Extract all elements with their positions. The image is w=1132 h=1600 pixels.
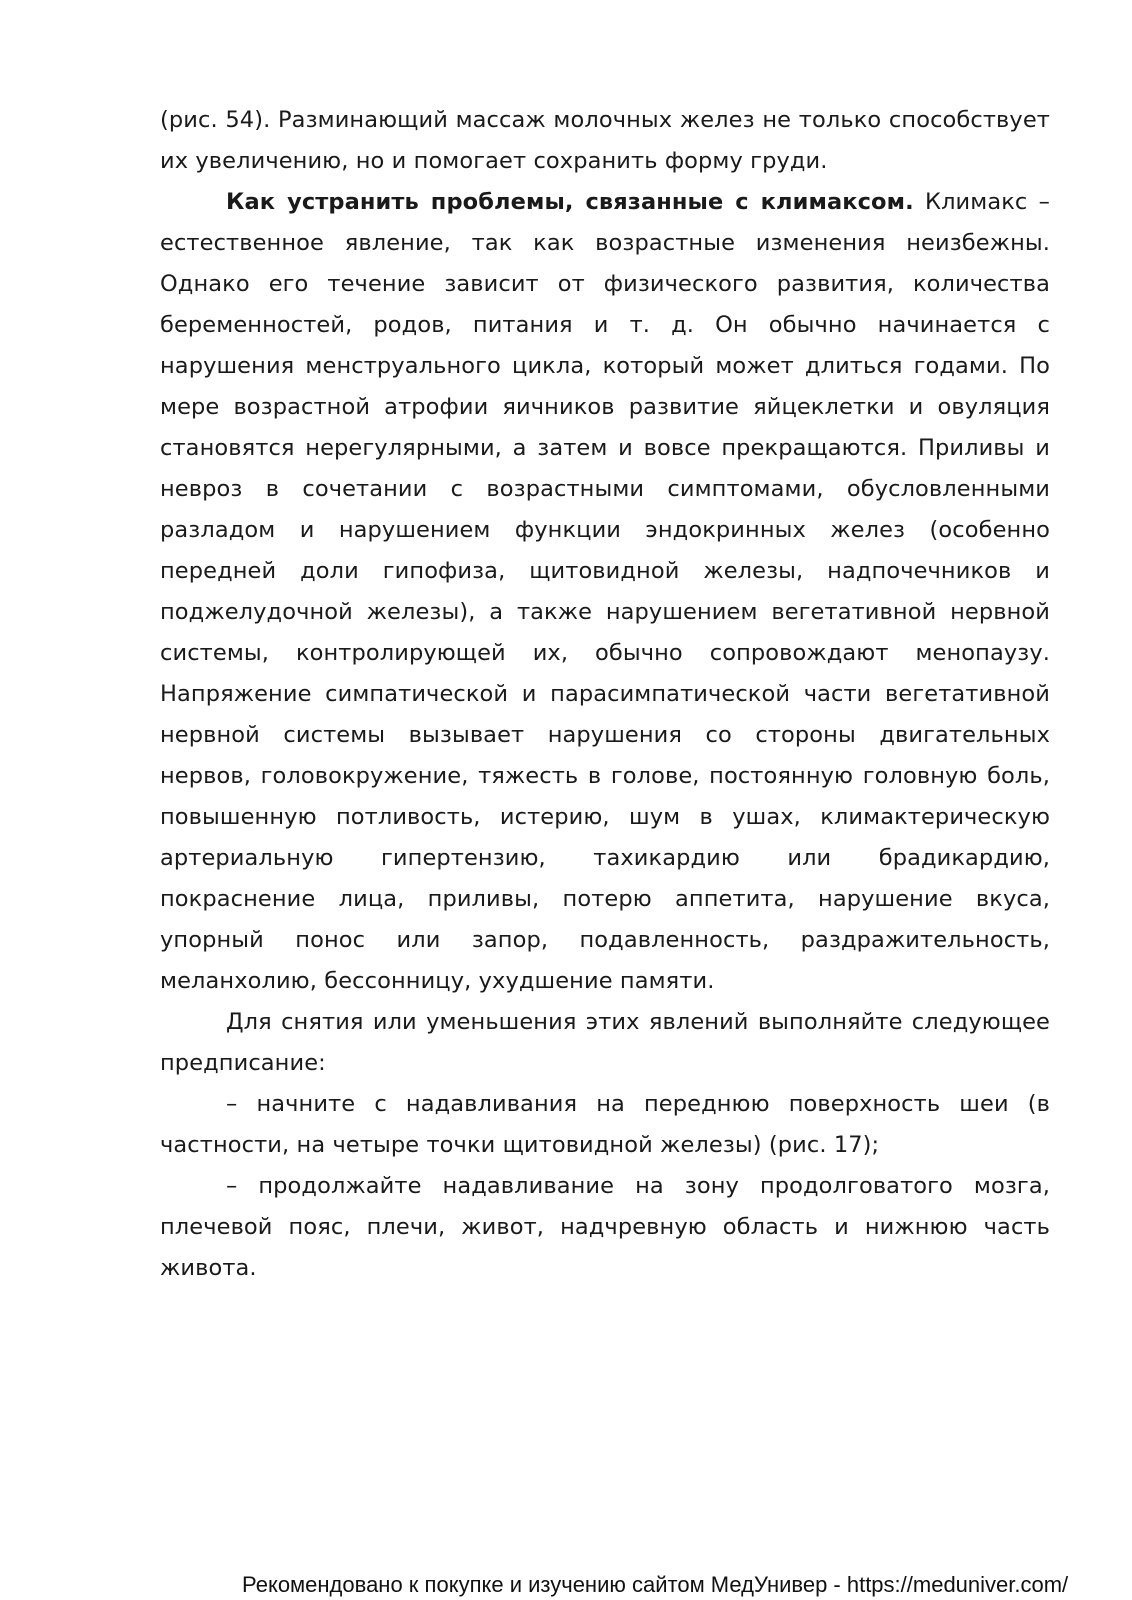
- document-body: [160, 100, 1050, 1289]
- paragraph-prescription-intro: Для снятия или уменьшения этих явлений выполняйте следующее предписание:: [160, 1009, 1050, 1076]
- paragraph-breast-massage: (рис. 54). Разминающий массаж молочных желез не только способствует их увеличению, но и помогает сохранить форму груди.: [160, 107, 1050, 174]
- list-item: – продолжайте надавливание на зону продолговатого мозга, плечевой пояс, плечи, живот, надчревную область и нижнюю часть живота.: [160, 1173, 1050, 1281]
- footer-recommendation-link[interactable]: Рекомендовано к покупке и изучению сайтом МедУнивер - https://meduniver.com/: [242, 1572, 1069, 1597]
- paragraph-menopause: [160, 182, 1050, 1002]
- paragraph-menopause-text: Климакс – естественное явление, так как возрастные изменения неизбежны. Однако его течение зависит от физического развития, количества беременностей, родов, питания и т. д. Он обычно начинается с нарушения менструального цикла, который может длиться годами. По мере возрастной атрофии яичников развитие яйцеклетки и овуляция становятся нерегулярными, а затем и вовсе прекращаются. Приливы и невроз в сочетании с возрастными симптомами, обусловленными разладом и нарушением функции эндокринных желез (особенно передней доли гипофиза, щитовидной железы, надпочечников и поджелудочной железы), а также нарушением вегетативной нервной системы, контролирующей их, обычно сопровождают менопаузу. Напряжение симпатической и парасимпатической части вегетативной нервной системы вызывает нарушения со стороны двигательных нервов, головокружение, тяжесть в голове, постоянную головную боль, повышенную потливость, истерию, шум в ушах, климактерическую артериальную гипертензию, тахикардию или брадикардию, покраснение лица, приливы, потерю аппетита, нарушение вкуса, упорный понос или запор, подавленность, раздражительность, меланхолию, бессонницу, ухудшение памяти.: [160, 189, 1050, 994]
- list-item: – начните с надавливания на переднюю поверхность шеи (в частности, на четыре точки щитовидной железы) (рис. 17);: [160, 1091, 1050, 1158]
- section-heading: Как устранить проблемы, связанные с климаксом.: [226, 189, 914, 215]
